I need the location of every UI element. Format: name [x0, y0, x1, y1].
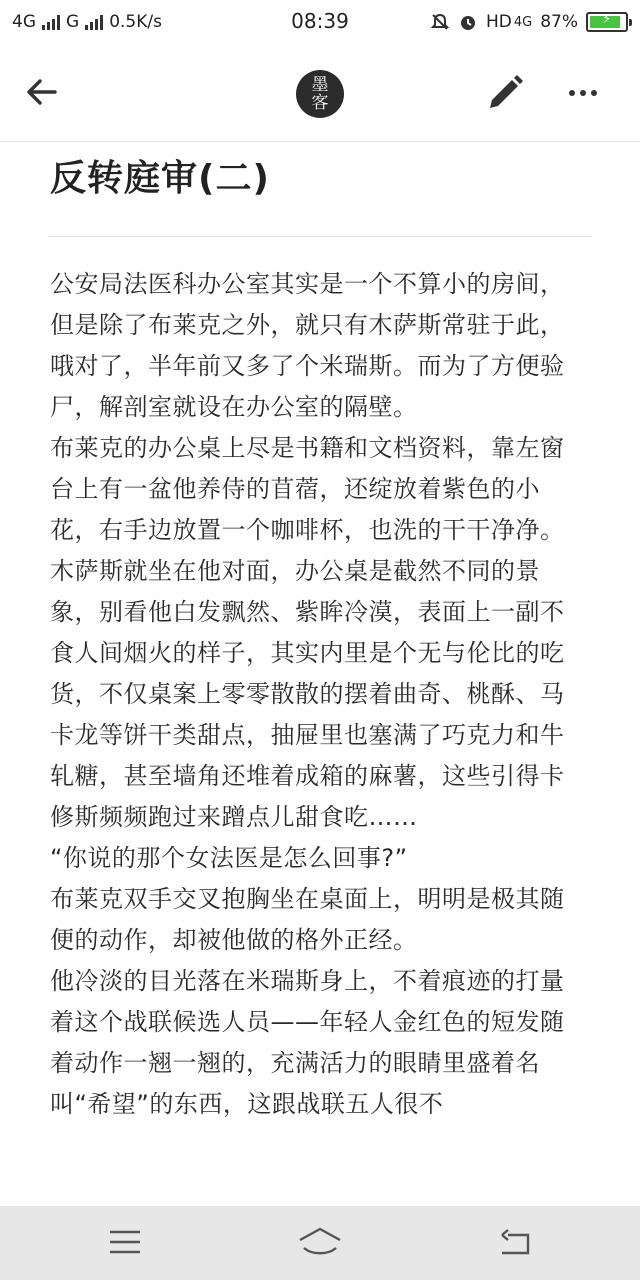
home-icon	[298, 1226, 342, 1258]
more-options-button[interactable]	[562, 72, 604, 114]
network-speed: 0.5K/s	[109, 12, 162, 32]
more-dot	[580, 90, 586, 96]
logo-char-top: 墨	[311, 75, 329, 95]
battery-percent: 87%	[540, 12, 578, 32]
return-icon	[498, 1227, 532, 1257]
title-divider	[48, 236, 592, 237]
more-dot	[591, 90, 597, 96]
network-type-2: G	[66, 12, 80, 32]
network-type-4: 4G	[513, 14, 533, 30]
menu-icon	[108, 1228, 142, 1256]
network-type-1: 4G	[12, 12, 36, 32]
article-body	[50, 264, 578, 1125]
article-paragraph: 木萨斯就坐在他对面，办公桌是截然不同的景象，别看他白发飘然、紫眸冷漠，表面上一副不食人间烟火的样子，其实内里是个无与伦比的吃货，不仅桌案上零零散散的摆着曲奇、桃酥、马卡龙等饼干类甜点，抽屉里也塞满了巧克力和牛轧糖，甚至墙角还堆着成箱的麻薯，这些引得卡修斯频频跑过来蹭点儿甜食吃……	[50, 557, 565, 831]
app-toolbar	[0, 44, 640, 142]
article-paragraph: 公安局法医科办公室其实是一个不算小的房间，但是除了布莱克之外，就只有木萨斯常驻于此，哦对了，半年前又多了个米瑞斯。而为了方便验尸，解剖室就设在办公室的隔壁。	[50, 270, 565, 421]
menu-button[interactable]	[101, 1220, 149, 1264]
back-button[interactable]	[22, 72, 62, 112]
home-button[interactable]	[296, 1220, 344, 1264]
charging-bolt-icon: ⚡	[602, 12, 612, 27]
article-paragraph: 他冷淡的目光落在米瑞斯身上，不着痕迹的打量着这个战联候选人员——年轻人金红色的短发随着动作一翘一翘的，充满活力的眼睛里盛着名叫“希望”的东西，这跟战联五人很不	[50, 967, 565, 1118]
article-paragraph: 布莱克双手交叉抱胸坐在桌面上，明明是极其随便的动作，却被他做的格外正经。	[50, 885, 565, 954]
article-paragraph: 布莱克的办公桌上尽是书籍和文档资料，靠左窗台上有一盆他养侍的苜蓿，还绽放着紫色的小花，右手边放置一个咖啡杯，也洗的干干净净。	[50, 434, 565, 544]
more-horizontal-icon	[569, 90, 575, 96]
status-bar	[0, 0, 640, 44]
article-title: 反转庭审(二)	[50, 158, 270, 199]
pencil-icon	[484, 72, 526, 114]
hd-label: HD	[485, 12, 512, 32]
article-paragraph: “你说的那个女法医是怎么回事?”	[50, 844, 408, 872]
clock: 08:39	[291, 9, 349, 33]
arrow-left-icon	[22, 72, 62, 112]
system-back-button[interactable]	[491, 1220, 539, 1264]
battery-icon	[586, 12, 628, 32]
system-nav-bar	[0, 1206, 640, 1280]
edit-button[interactable]	[484, 72, 526, 114]
logo-char-bottom: 客	[311, 93, 329, 113]
app-logo[interactable]	[296, 70, 344, 118]
